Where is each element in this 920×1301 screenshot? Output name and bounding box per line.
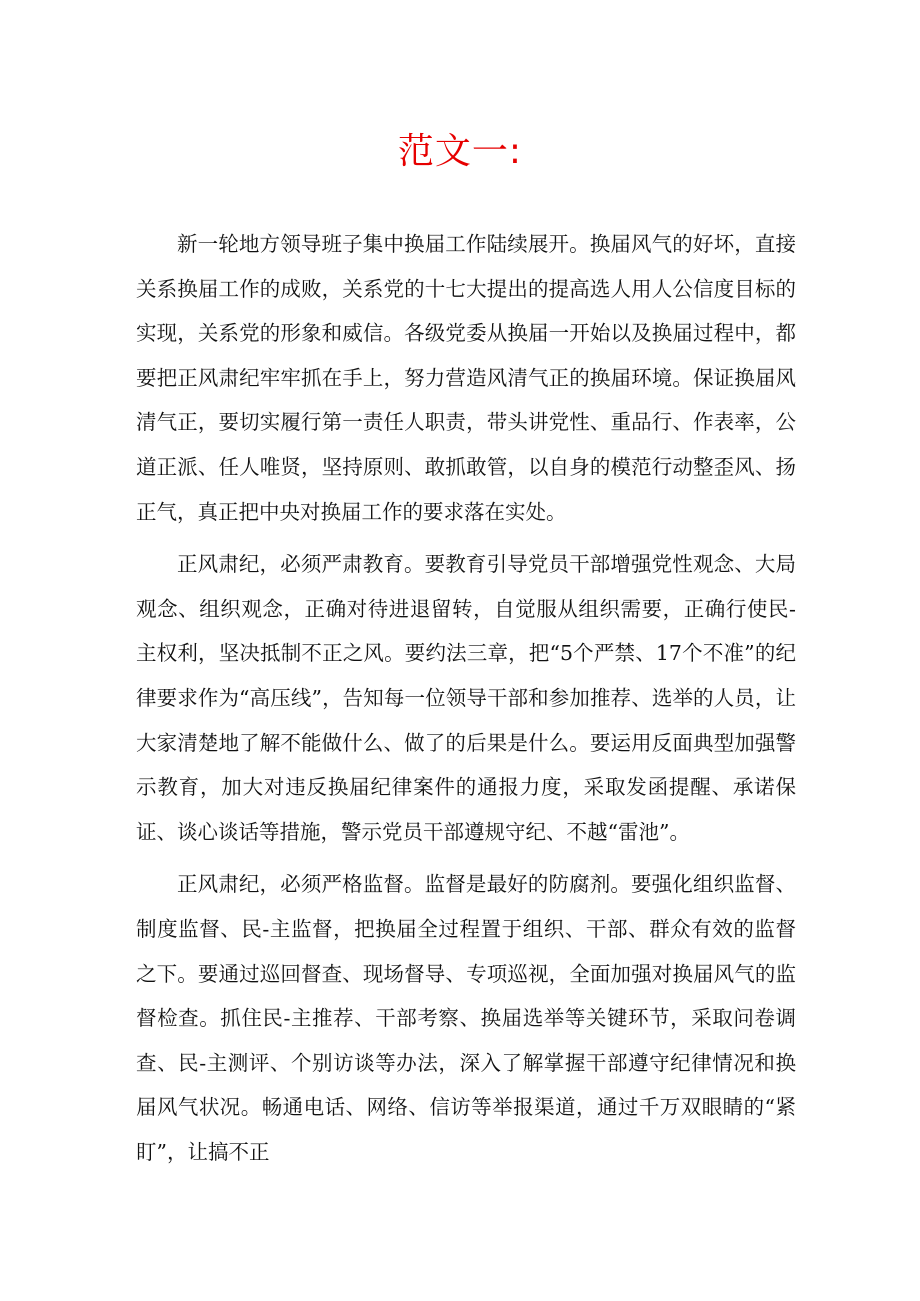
document-title: 范文一: [397,131,523,172]
paragraph-1: 新一轮地方领导班子集中换届工作陆续展开。换届风气的好坏，直接关系换届工作的成败，关系党的十七大提出的提高选人用人公信度目标的实现，关系党的形象和威信。各级党委从换届一开始以及换届过程中，都要把正风肃纪牢牢抓在手上，努力营造风清气正的换届环境。保证换届风清气正，要切实履行第一责任人职责，带头讲党性、重品行、作表率，公道正派、任人唯贤，坚持原则、敢抓敢管，以自身的模范行动整歪风、扬正气，真正把中央对换届工作的要求落在实处。 [136,232,796,524]
paragraph-3: 正风肃纪，必须严格监督。监督是最好的防腐剂。要强化组织监督、制度监督、民-主监督，把换届全过程置于组织、干部、群众有效的监督之下。要通过巡回督查、现场督导、专项巡视，全面加强对换届风气的监督检查。抓住民-主推荐、干部考察、换届选举等关键环节，采取问卷调查、民-主测评、个别访谈等办法，深入了解掌握干部遵守纪律情况和换届风气状况。畅通电话、网络、信访等举报渠道，通过千万双眼睛的“紧盯”，让搞不正 [136,872,796,1164]
paragraph-2: 正风肃纪，必须严肃教育。要教育引导党员干部增强党性观念、大局观念、组织观念，正确对待进退留转，自觉服从组织需要，正确行使民-主权利，坚决抵制不正之风。要约法三章，把“5个严禁、17个不准”的纪律要求作为“高压线”，告知每一位领导干部和参加推荐、选举的人员，让大家清楚地了解不能做什么、做了的后果是什么。要运用反面典型加强警示教育，加大对违反换届纪律案件的通报力度，采取发函提醒、承诺保证、谈心谈话等措施，警示党员干部遵规守纪、不越“雷池”。 [136,552,796,844]
document-body [136,222,796,1182]
